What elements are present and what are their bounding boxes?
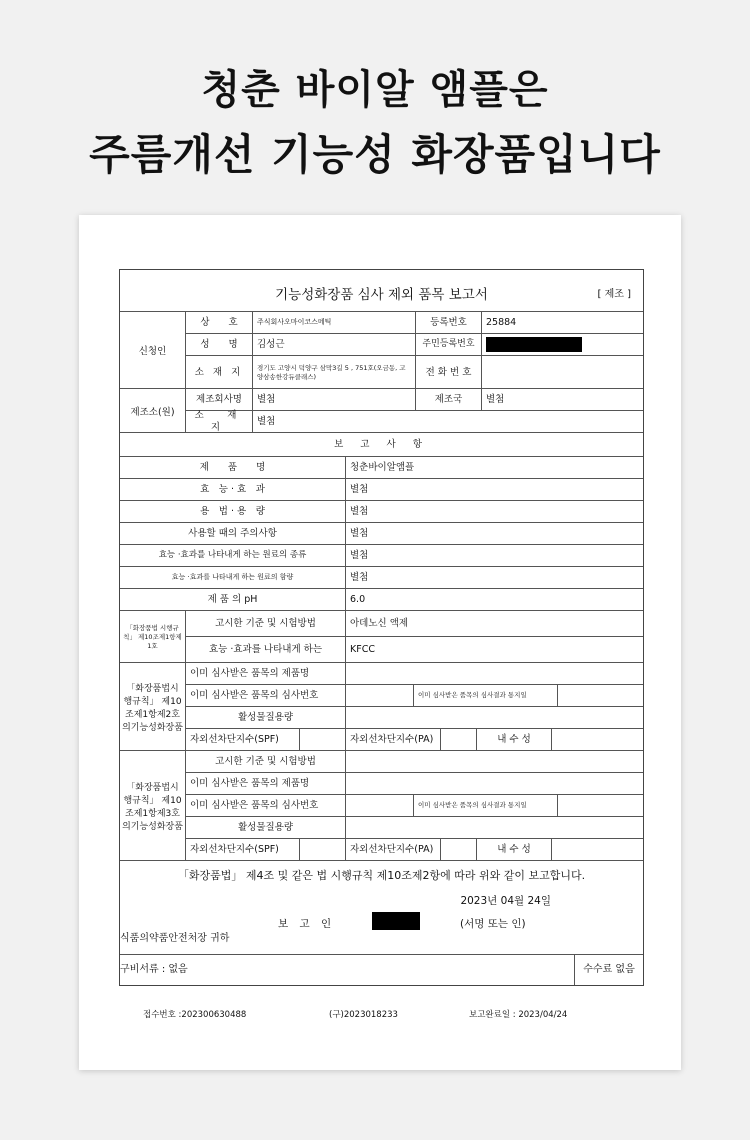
rrn-label: 주민등록번호 [416, 334, 482, 355]
group3-prior-date-label: 이미 심사받은 품목의 심사결과 통지일 [414, 795, 558, 816]
address-value: 경기도 고양시 덕양구 삼막3길 5 , 751호(오금동, 고양삼송한강듀클래스) [253, 356, 416, 389]
group2-prior-date-label: 이미 심사받은 품목의 심사결과 통지일 [414, 685, 558, 706]
company-name-value: 주식회사오마이코스메틱 [253, 312, 416, 333]
group2-prior-no-label: 이미 심사받은 품목의 심사번호 [186, 685, 346, 706]
efficacy-value: 별첨 [350, 483, 369, 495]
signature-label: (서명 또는 인) [460, 918, 526, 930]
group3-water-label: 내 수 성 [477, 839, 552, 861]
fee: 수수료 없음 [583, 963, 635, 975]
required-docs: 구비서류 : 없음 [120, 955, 575, 985]
form-title-row [120, 270, 643, 312]
manufacturer-section [120, 389, 643, 433]
group1-notice-label: 고시한 기준 및 시험방법 [186, 611, 346, 636]
reg-no-value: 25884 [486, 316, 517, 328]
group3-pa-label: 자외선차단지수(PA) [346, 839, 441, 861]
declaration-text: 「화장품법」 제4조 및 같은 법 시행규칙 제10조제2항에 따라 위와 같이 보고합니다. [177, 869, 586, 882]
recipient: 식품의약품안전처장 귀하 [120, 933, 230, 945]
headline-line-1: 청춘 바이알 앰플은 [201, 67, 549, 113]
caution-value: 별첨 [350, 527, 369, 539]
group3-spf-label: 자외선차단지수(SPF) [186, 839, 300, 861]
completion-date: 보고완료일 : 2023/04/24 [469, 1010, 568, 1020]
maker-country-value: 별첨 [486, 393, 505, 405]
group3-active-label: 활성물질용량 [186, 817, 346, 838]
product-name-value: 청춘바이알앰플 [350, 461, 415, 473]
usage-value: 별첨 [350, 505, 369, 517]
group2-pa-label: 자외선차단지수(PA) [346, 729, 441, 751]
efficacy-label: 효 능 · 효 과 [120, 479, 346, 500]
caution-label: 사용할 때의 주의사항 [120, 523, 346, 544]
maker-address-value: 별첨 [257, 416, 276, 428]
group2-spf-label: 자외선차단지수(SPF) [186, 729, 300, 751]
rrn-redaction [486, 337, 582, 352]
applicant-label: 신청인 [120, 312, 186, 388]
ingredient-amount-value: 별첨 [350, 571, 369, 583]
form-title: 기능성화장품 심사 제외 품목 보고서 [275, 287, 488, 303]
group2-water-label: 내 수 성 [477, 729, 552, 751]
old-no: (구)2023018233 [329, 1010, 398, 1020]
group3-notice-label: 고시한 기준 및 시험방법 [186, 751, 346, 772]
maker-name-label: 제조회사명 [186, 389, 253, 410]
reg-no-label: 등록번호 [416, 312, 482, 333]
group2-section [120, 663, 643, 751]
maker-address-label: 소 재 지 [186, 411, 253, 433]
headline-line-2: 주름개선 기능성 화장품입니다 [89, 130, 661, 179]
group3-prior-no-label: 이미 심사받은 품목의 심사번호 [186, 795, 346, 816]
report-document-image [79, 215, 681, 1070]
group3-label: 「화장품법시행규칙」 제10조제1항제3호의기능성화장품 [120, 751, 186, 860]
group1-label: 「화장품법 시행규칙」 제10조제1항제1호 [120, 611, 186, 662]
company-name-label: 상 호 [186, 312, 253, 333]
declaration-block [120, 861, 643, 930]
phone-label: 전 화 번 호 [416, 356, 482, 389]
group2-active-label: 활성물질용량 [186, 707, 346, 728]
group3-prior-product-label: 이미 심사받은 품목의 제품명 [186, 773, 346, 794]
manufacturer-label: 제조소(원) [120, 389, 186, 432]
ph-value: 6.0 [350, 593, 366, 605]
maker-name-value: 별첨 [253, 389, 416, 410]
ph-label: 제 품 의 pH [120, 589, 346, 610]
ingredient-amount-label: 효능 ·효과를 나타내게 하는 원료의 함량 [120, 567, 346, 588]
group1-notice-value: 아데노신 액제 [350, 617, 409, 629]
form-kind: [ 제조 ] [597, 289, 631, 300]
rep-name-label: 성 명 [186, 334, 253, 355]
address-label: 소 재 지 [186, 356, 253, 389]
reporter-redaction [372, 912, 420, 930]
group3-section [120, 751, 643, 861]
product-name-label: 제 품 명 [120, 457, 346, 478]
declaration-date: 2023년 04월 24일 [460, 895, 551, 907]
group2-prior-product-label: 이미 심사받은 품목의 제품명 [186, 663, 346, 684]
rep-name-value: 김성근 [253, 334, 416, 355]
ingredient-type-value: 별첨 [350, 549, 369, 561]
applicant-section [120, 312, 643, 389]
group1-section [120, 611, 643, 663]
phone-value [482, 356, 643, 389]
report-form [119, 269, 644, 986]
group1-ingredient-label: 효능 ·효과를 나타내게 하는 [186, 637, 346, 663]
group1-ingredient-value: KFCC [350, 644, 375, 656]
ingredient-type-label: 효능 ·효과를 나타내게 하는 원료의 종류 [120, 545, 346, 566]
receipt-no: 접수번호 :202300630488 [143, 1010, 247, 1020]
report-section-label: 보 고 사 항 [334, 438, 429, 450]
group2-label: 「화장품법시행규칙」 제10조제1항제2호의기능성화장품 [120, 663, 186, 750]
reporter-label: 보 고 인 [278, 918, 336, 930]
usage-label: 용 법 · 용 량 [120, 501, 346, 522]
maker-country-label: 제조국 [416, 389, 482, 410]
